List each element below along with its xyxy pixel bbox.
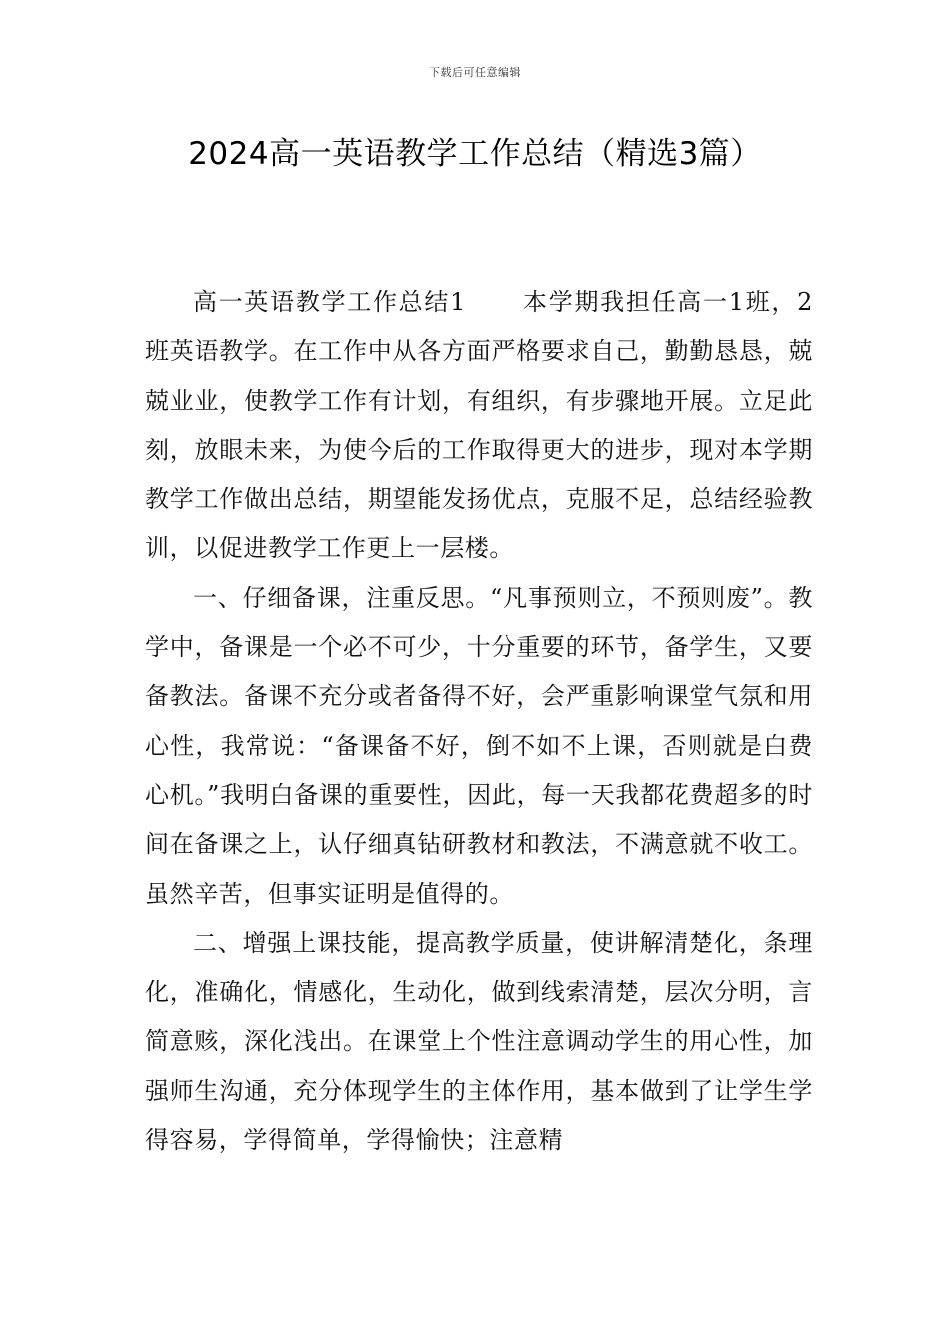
paragraph-teaching-skills: 二、增强上课技能，提高教学质量，使讲解清楚化，条理化，准确化，情感化，生动化，做到线索清楚，层次分明，言简意赅，深化浅出。在课堂上个性注意调动学生的用心性，加强师生沟通，充分体现学生的主体作用，基本做到了让学生学得容易，学得简单，学得愉快；注意精 [145,928,813,1155]
paragraph-text: 本学期我担任高一1班，2班英语教学。在工作中从各方面严格要求自己，勤勤恳恳，兢兢业业，使教学工作有计划，有组织，有步骤地开展。立足此刻，放眼未来，为使今后的工作取得更大的进步，现对本学期教学工作做出总结，期望能发扬优点，克服不足，总结经验教训，以促进教学工作更上一层楼。 [145,288,813,563]
document-body [145,278,813,1165]
paragraph-lesson-prep: 一、仔细备课，注重反思。“凡事预则立，不预则废”。教学中，备课是一个必不可少，十分重要的环节，备学生，又要备教法。备课不充分或者备得不好，会严重影响课堂气氛和用心性，我常说：“备课备不好，倒不如不上课，否则就是白费心机。”我明白备课的重要性，因此，每一天我都花费超多的时间在备课之上，认仔细真钻研教材和教法，不满意就不收工。虽然辛苦，但事实证明是值得的。 [145,583,813,908]
header-note: 下载后可任意编辑 [429,66,521,79]
paragraph-intro [145,278,813,574]
section-heading: 高一英语教学工作总结1 [193,288,466,316]
document-title: 2024高一英语教学工作总结（精选3篇） [188,136,762,172]
